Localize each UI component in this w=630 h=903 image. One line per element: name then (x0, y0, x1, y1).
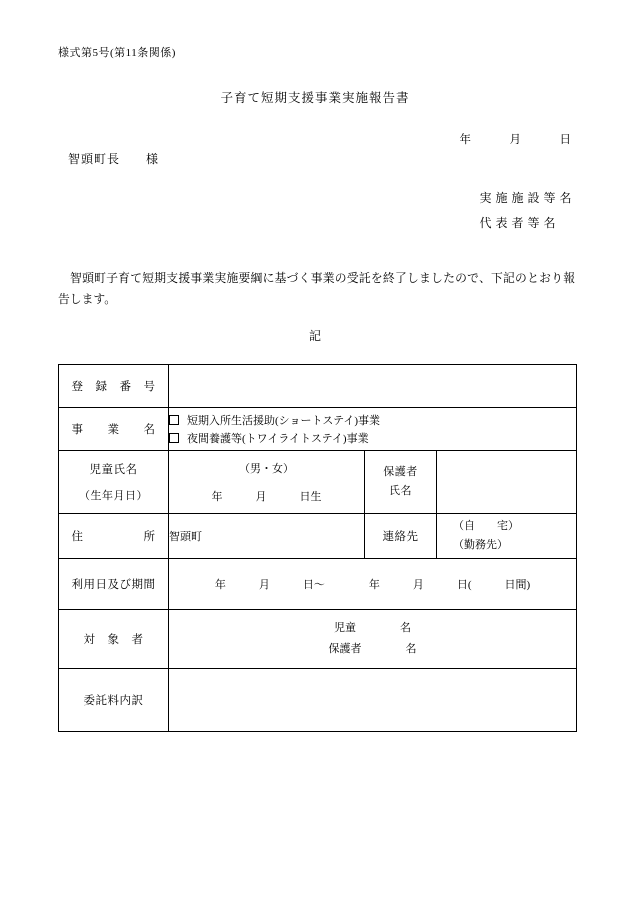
target-guardian-line (169, 639, 576, 660)
address-label: 住 所 (59, 514, 169, 559)
form-number: 様式第5号(第11条関係) (58, 47, 176, 59)
contact-value[interactable] (437, 514, 577, 559)
business-name-options (169, 408, 577, 451)
child-name-label (59, 451, 169, 514)
period-value-text[interactable]: 年 月 日～ 年 月 日( 日間) (214, 579, 531, 591)
checkbox-option-label: 夜間養護等(トワイライトステイ)事業 (187, 433, 369, 445)
target-guardian-unit: 名 (405, 643, 417, 655)
registration-number-value[interactable] (169, 365, 577, 408)
child-name-label-main: 児童氏名 (89, 464, 138, 476)
target-child-line (169, 618, 576, 639)
table-row-registration-number (59, 365, 577, 408)
date-line: 年 月 日 (459, 134, 572, 146)
table-row-fee-breakdown (59, 669, 577, 732)
contact-label: 連絡先 (365, 514, 437, 559)
target-child-label: 児童 (334, 622, 356, 635)
table-row-child (59, 451, 577, 514)
period-label: 利用日及び期間 (59, 559, 169, 610)
facility-block (479, 189, 572, 239)
target-label: 対 象 者 (59, 610, 169, 669)
body-text: 智頭町子育て短期支援事業実施要綱に基づく事業の受託を終了しましたので、下記のとおり報告します。 (58, 271, 575, 306)
fee-breakdown-value[interactable] (169, 669, 577, 732)
contact-work-label: （勤務先） (453, 539, 508, 551)
document-title: 子育て短期支援事業実施報告書 (220, 91, 410, 105)
guardian-name-label-line2: 氏名 (389, 485, 412, 497)
child-sex-options[interactable]: （男・女） (239, 463, 294, 475)
representative-label: 代 表 者 等 名 (479, 216, 556, 230)
address-value[interactable]: 智頭町 (169, 514, 365, 559)
contact-home-label: （自 宅） (453, 520, 519, 533)
guardian-name-label (365, 451, 437, 514)
addressee: 智頭町長 様 (68, 152, 160, 166)
child-birth-value[interactable]: 年 月 日生 (211, 491, 322, 503)
ki-mark: 記 (308, 329, 321, 343)
period-value[interactable] (169, 559, 577, 610)
checkbox-icon[interactable] (169, 433, 179, 443)
checkbox-option-short-stay[interactable] (169, 412, 576, 428)
table-row-business-name (59, 408, 577, 451)
report-form-table (58, 364, 577, 732)
target-child-unit: 名 (400, 622, 411, 635)
checkbox-icon[interactable] (169, 415, 179, 425)
guardian-name-label-line1: 保護者 (383, 466, 418, 479)
table-row-period (59, 559, 577, 610)
child-birth-sub-label: （生年月日） (79, 490, 148, 502)
business-name-label: 事 業 名 (59, 408, 169, 451)
registration-number-label: 登 録 番 号 (59, 365, 169, 408)
guardian-name-value[interactable] (437, 451, 577, 514)
table-row-address (59, 514, 577, 559)
table-row-target (59, 610, 577, 669)
target-value[interactable] (169, 610, 577, 669)
child-name-value[interactable] (169, 451, 365, 514)
checkbox-option-label: 短期入所生活援助(ショートステイ)事業 (187, 415, 381, 427)
checkbox-option-twilight-stay[interactable] (169, 430, 576, 446)
fee-breakdown-label: 委託料内訳 (59, 669, 169, 732)
target-guardian-label: 保護者 (328, 643, 362, 655)
facility-name-label: 実 施 施 設 等 名 (479, 191, 572, 205)
